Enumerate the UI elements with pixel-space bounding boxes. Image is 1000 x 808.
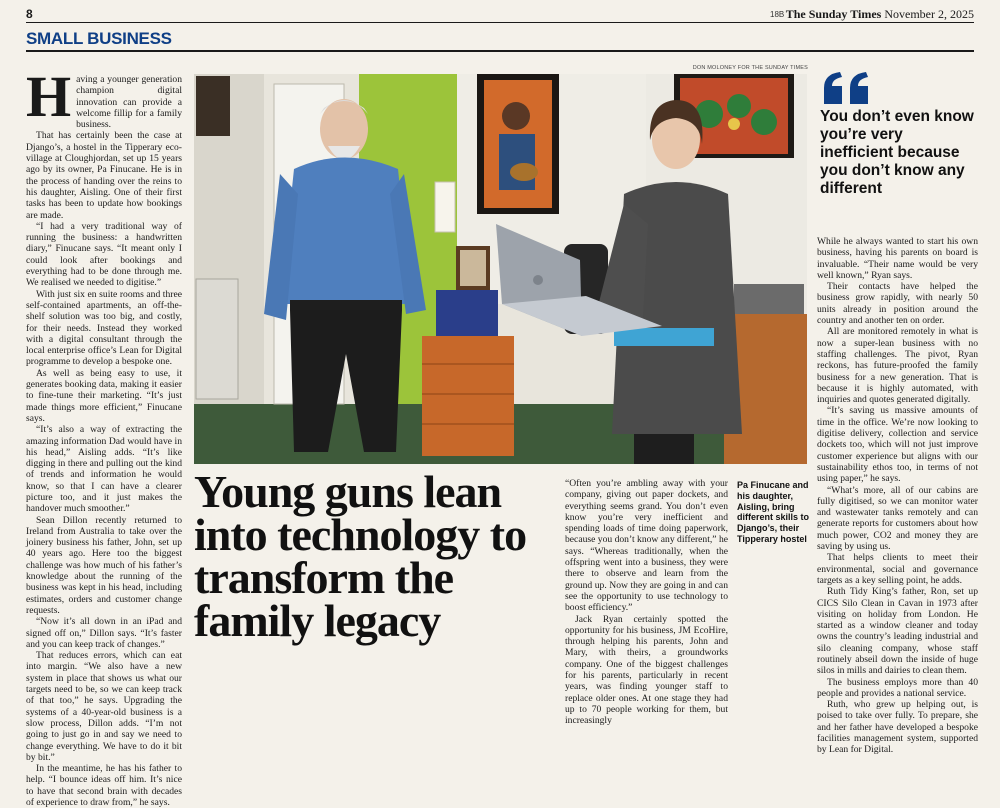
article-paragraph: Ruth Tidy King’s father, Ron, set up CICS Silo Clean in Cavan in 1973 after visiting on holiday from London. He started as a window cleaner and today owns the country’s leading industrial and silo cleaning company, whose staff routinely abseil down the inside of huge silos in mills and dairies to clean them. — [817, 586, 978, 677]
header-rule — [26, 22, 974, 23]
section-rule — [26, 50, 974, 52]
article-paragraph: aving a younger generation champion digital innovation can provide a welcome fillip for a family business. — [76, 74, 182, 131]
page-number: 8 — [26, 7, 33, 21]
drop-cap: H — [26, 64, 72, 129]
quote-mark-icon — [820, 70, 874, 106]
article-paragraph: The business employs more than 40 people and provides a national service. — [817, 676, 978, 699]
photo-illustration — [194, 74, 807, 464]
article-paragraph: “I had a very traditional way of running the business: a handwritten diary,” Finucane says. “It meant only I could look after bookings and everything had to be done through me. We realised we needed to digitise.” — [26, 220, 182, 289]
article-paragraph: Ruth, who grew up helping out, is poised to take over fully. To prepare, she and her father have developed a bespoke facilities management system, supported by Lean for Digital. — [817, 699, 978, 756]
article-paragraph: Jack Ryan certainly spotted the opportunity for his business, JM EcoHire, through helping his parents, John and Mary, with theirs, a groundworks company. One of the biggest challenges for his parents, particularly in recent years, was finding younger staff to replace older ones. At one stage they had up to 70 people working for them, but increasingly — [565, 613, 728, 727]
article-paragraph: Their contacts have helped the business grow rapidly, with nearly 50 units already in position around the country and another ten on order. — [817, 281, 978, 327]
masthead-date: November 2, 2025 — [884, 7, 974, 21]
section-label: SMALL BUSINESS — [26, 29, 172, 48]
article-paragraph: “It’s also a way of extracting the amazing information Dad would have in his head,” Aisling adds. “It’s like digging in there and pulling out the kind of trends and information he would know, so that I can have a clearer picture too, and it just makes the handover much smoother.” — [26, 424, 182, 515]
page-code: 18B — [770, 10, 785, 19]
article-paragraph: That reduces errors, which can eat into margin. “We also have a new system in place that shows us what our targets need to be, so we can keep track of that too,” he says. Upgrading the systems of a 40-year-old business is a slow process, Dillon adds. “I’m not going to just go in and say we need to change everything. We have to do it bit by bit.” — [26, 650, 182, 763]
pull-quote: You don’t even know you’re very inefficient because you don’t know any different — [820, 108, 974, 197]
article-photo — [194, 74, 807, 464]
article-column-3 — [565, 478, 728, 727]
headline: Young guns lean into technology to transform the family legacy — [194, 466, 527, 646]
article-column-1 — [26, 64, 182, 808]
article-paragraph: As well as being easy to use, it generates booking data, making it easier to fine-tune their marketing. “It’s just made things more efficient,” Finucane says. — [26, 367, 182, 424]
article-column-4 — [817, 236, 978, 756]
photo-caption: Pa Finucane and his daughter, Aisling, bring different skills to Django’s, their Tipperary hostel — [737, 480, 810, 544]
article-paragraph: In the meantime, he has his father to help. “I bounce ideas off him. It’s nice to have that second brain with decades of experience to draw from,” he says. — [26, 763, 182, 808]
article-paragraph: “Often you’re ambling away with your company, giving out paper dockets, and everything seems grand. You don’t even know you’re very inefficient and spending loads of time doing paperwork, because you don’t know any different,” he says. “Whereas traditionally, when the offspring went into a business, they were there to observe and learn from the ground up. Now they are going in and can see the opportunity to use technology to boost efficiency.” — [565, 478, 728, 614]
article-paragraph: That helps clients to meet their environmental, social and governance targets as a key selling point, he adds. — [817, 552, 978, 586]
article-paragraph: “It’s saving us massive amounts of time in the office. We’re now looking to digitise delivery, collection and service dockets too, which will not just improve customer experience but aligns with our sustainability ethos too, in terms of not using paper,” he says. — [817, 405, 978, 485]
article-paragraph: Sean Dillon recently returned to Ireland from Australia to take over the joinery business his father, John, set up 40 years ago. Here too the biggest challenge was how much of his father’s knowledge about the running of the business was kept in his head, including estimates, orders and customer change requests. — [26, 514, 182, 616]
masthead — [786, 7, 974, 22]
article-paragraph: “Now it’s all down in an iPad and signed off on,” Dillon says. “It’s faster and you can keep track of changes.” — [26, 616, 182, 650]
article-paragraph: That has certainly been the case at Django’s, a hostel in the Tipperary eco-village at Cloughjordan, set up 15 years ago by its owner, Pa Finucane. He is in the process of handing over the reins to his daughter, Aisling. One of their first tasks has been to update how bookings are made. — [26, 130, 182, 221]
article-paragraph: While he always wanted to start his own business, having his parents on board is invaluable. “Their name would be very well known,” Ryan says. — [817, 236, 978, 281]
article-paragraph: “What’s more, all of our cabins are fully digitised, so we can monitor water and wastewater tanks remotely and can generate reports for customers about how much power, CO2 and money they are saving by using us. — [817, 484, 978, 553]
photo-credit: DON MOLONEY FOR THE SUNDAY TIMES — [692, 65, 808, 71]
article-paragraph: All are monitored remotely in what is now a super-lean business with no staffing challenges. The pivot, Ryan reckons, has future-proofed the family business for a new generation. That is because it is highly automated, with inquiries and quotes generated digitally. — [817, 326, 978, 406]
masthead-name: The Sunday Times — [785, 7, 882, 21]
article-paragraph: With just six en suite rooms and three self-contained apartments, an off-the-shelf solution was too big, and costly, for their needs. Instead they worked with a digital consultant through the local enterprise office’s Lean for Digital programme to develop a bespoke one. — [26, 288, 182, 368]
